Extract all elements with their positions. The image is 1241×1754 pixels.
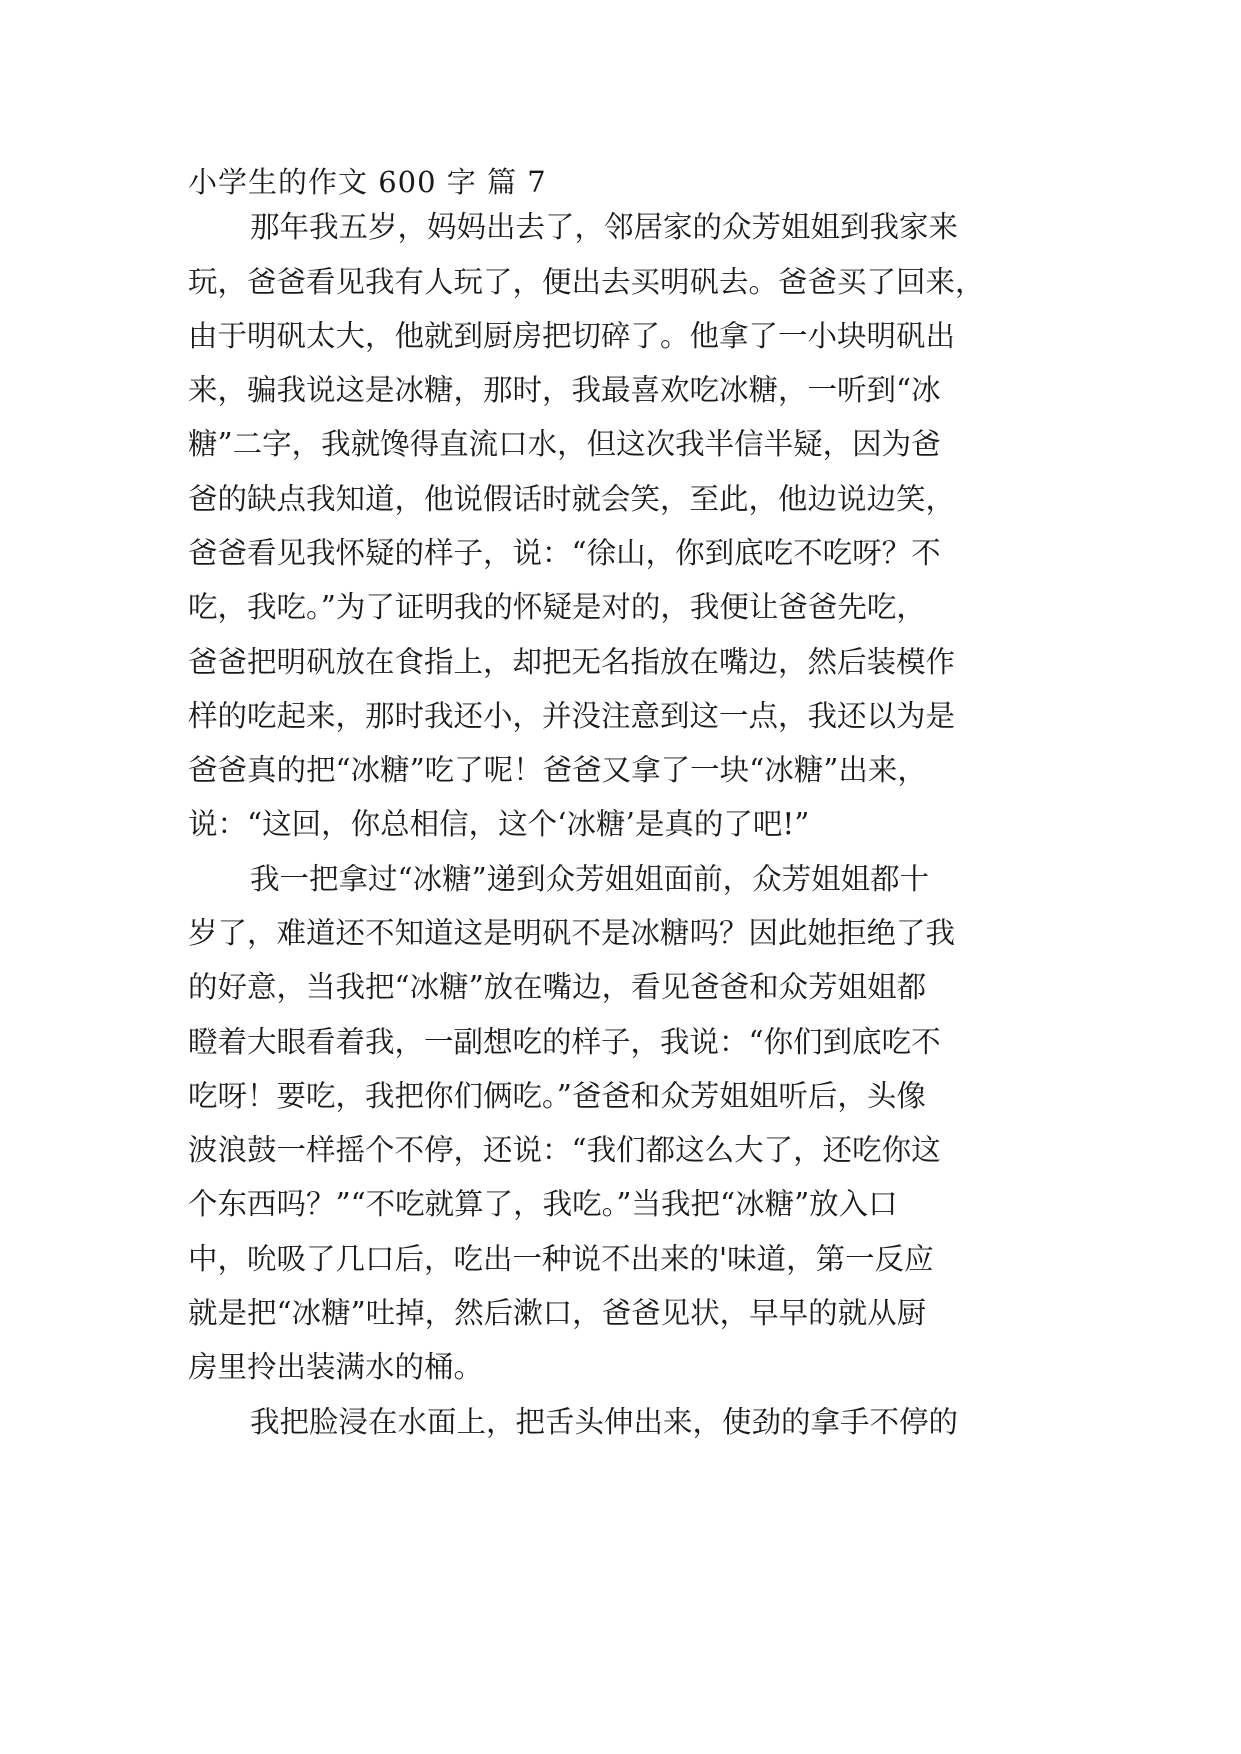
essay-title: 小学生的作文 600 字 篇 7	[188, 165, 547, 199]
paragraph-1-line-1: 那年我五岁，妈妈出去了，邻居家的众芳姐姐到我家来	[250, 210, 959, 244]
paragraph-1-line-10: 样的吃起来，那时我还小，并没注意到这一点，我还以为是	[188, 699, 956, 733]
paragraph-1-line-3: 由于明矾太大，他就到厨房把切碎了。他拿了一小块明矾出	[188, 319, 956, 353]
paragraph-3-line-1: 我把脸浸在水面上，把舌头伸出来，使劲的拿手不停的	[250, 1405, 959, 1439]
paragraph-1-line-5: 糖”二字，我就馋得直流口水，但这次我半信半疑，因为爸	[188, 427, 941, 461]
paragraph-1-line-8: 吃，我吃。”为了证明我的怀疑是对的，我便让爸爸先吃，	[188, 590, 926, 624]
paragraph-2-line-5: 吃呀！要吃，我把你们俩吃。”爸爸和众芳姐姐听后，头像	[188, 1079, 926, 1113]
paragraph-1-line-12: 说：“这回，你总相信，这个‘冰糖’是真的了吧!”	[188, 807, 810, 841]
paragraph-2-line-10: 房里拎出装满水的桶。	[188, 1350, 484, 1384]
paragraph-2-line-7: 个东西吗？”“不吃就算了，我吃。”当我把“冰糖”放入口	[188, 1187, 898, 1221]
paragraph-2-line-2: 岁了，难道还不知道这是明矾不是冰糖吗？因此她拒绝了我	[188, 916, 956, 950]
paragraph-1-line-2: 玩，爸爸看见我有人玩了，便出去买明矾去。爸爸买了回来，	[188, 265, 985, 299]
paragraph-2-line-9: 就是把“冰糖”吐掉，然后漱口，爸爸见状，早早的就从厨	[188, 1296, 927, 1330]
paragraph-1-line-6: 爸的缺点我知道，他说假话时就会笑，至此，他边说边笑，	[188, 482, 956, 516]
paragraph-1-line-4: 来，骗我说这是冰糖，那时，我最喜欢吃冰糖，一听到“冰	[188, 373, 941, 407]
paragraph-2-line-6: 波浪鼓一样摇个不停，还说：“我们都这么大了，还吃你这	[188, 1133, 941, 1167]
paragraph-2-line-4: 瞪着大眼看着我，一副想吃的样子，我说：“你们到底吃不	[188, 1025, 941, 1059]
paragraph-1-line-11: 爸爸真的把“冰糖”吃了呢！爸爸又拿了一块“冰糖”出来，	[188, 753, 927, 787]
paragraph-2-line-1: 我一把拿过“冰糖”递到众芳姐姐面前，众芳姐姐都十	[250, 862, 930, 896]
paragraph-2-line-3: 的好意，当我把“冰糖”放在嘴边，看见爸爸和众芳姐姐都	[188, 970, 927, 1004]
paragraph-1-line-7: 爸爸看见我怀疑的样子，说：“徐山，你到底吃不吃呀？不	[188, 536, 941, 570]
paragraph-2-line-8: 中，吮吸了几口后，吃出一种说不出来的'味道，第一反应	[188, 1242, 934, 1276]
paragraph-1-line-9: 爸爸把明矾放在食指上，却把无名指放在嘴边，然后装模作	[188, 645, 956, 679]
